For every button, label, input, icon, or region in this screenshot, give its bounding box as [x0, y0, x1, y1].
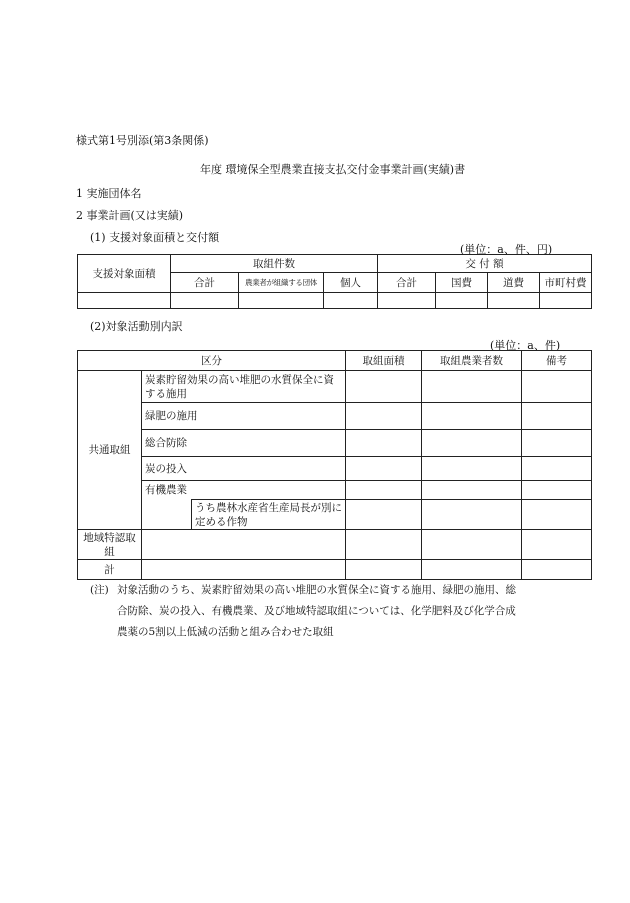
cell-green-manure-remarks[interactable]: [522, 403, 592, 430]
header-grant-national: 国費: [436, 273, 488, 293]
header-area: 取組面積: [346, 351, 422, 371]
note-prefix: (注): [90, 584, 109, 596]
cell-integrated-farmers[interactable]: [422, 430, 522, 457]
cell-total-detail[interactable]: [142, 560, 346, 580]
cell-grant-total[interactable]: [378, 293, 436, 309]
cell-grant-prefecture[interactable]: [488, 293, 540, 309]
total-label: 計: [78, 560, 142, 580]
cell-integrated-remarks[interactable]: [522, 430, 592, 457]
document-title: 年度 環境保全型農業直接支払交付金事業計画(実績)書: [200, 163, 466, 176]
cell-organic-remarks[interactable]: [522, 481, 592, 500]
unit-label-table1: (単位：a、件、円): [460, 243, 553, 256]
cell-cases-group[interactable]: [239, 293, 324, 309]
cell-compost-remarks[interactable]: [522, 371, 592, 403]
row-charcoal-label: 炭の投入: [142, 457, 346, 481]
cell-organic-sub-area[interactable]: [346, 500, 422, 530]
note-line-2: 合防除、炭の投入、有機農業、及び地域特認取組については、化学肥料及び化学合成: [117, 605, 516, 617]
header-grant-total: 合計: [378, 273, 436, 293]
section-business-plan: 2 事業計画(又は実績): [76, 209, 184, 222]
cell-organic-sub-farmers[interactable]: [422, 500, 522, 530]
cell-total-remarks[interactable]: [522, 560, 592, 580]
form-label: 様式第1号別添(第3条関係): [76, 134, 209, 147]
cell-compost-farmers[interactable]: [422, 371, 522, 403]
header-cases: 取組件数: [171, 255, 378, 273]
organic-indent-spacer: [142, 500, 192, 530]
cell-grant-national[interactable]: [436, 293, 488, 309]
cell-cases-total[interactable]: [171, 293, 239, 309]
cell-organic-farmers[interactable]: [422, 481, 522, 500]
cell-green-manure-area[interactable]: [346, 403, 422, 430]
cell-organic-sub-remarks[interactable]: [522, 500, 592, 530]
cell-regional-area[interactable]: [346, 530, 422, 560]
row-green-manure-label: 緑肥の施用: [142, 403, 346, 430]
subsection-area-and-grant: (1) 支援対象面積と交付額: [90, 231, 220, 244]
cell-charcoal-remarks[interactable]: [522, 457, 592, 481]
header-remarks: 備考: [522, 351, 592, 371]
header-support-area: 支援対象面積: [78, 255, 171, 293]
cell-total-area[interactable]: [346, 560, 422, 580]
cell-compost-area[interactable]: [346, 371, 422, 403]
cell-green-manure-farmers[interactable]: [422, 403, 522, 430]
header-farmers: 取組農業者数: [422, 351, 522, 371]
note-line-1: 対象活動のうち、炭素貯留効果の高い堆肥の水質保全に資する施用、緑肥の施用、総: [117, 584, 516, 596]
header-cases-individual: 個人: [324, 273, 378, 293]
cell-charcoal-area[interactable]: [346, 457, 422, 481]
regional-initiatives-label: 地域特認取組: [78, 530, 142, 560]
activity-breakdown-table: [77, 350, 592, 580]
cell-charcoal-farmers[interactable]: [422, 457, 522, 481]
row-organic-sub-label: うち農林水産省生産局長が別に定める作物: [192, 500, 346, 530]
cell-regional-farmers[interactable]: [422, 530, 522, 560]
section-implementing-group: 1 実施団体名: [76, 187, 142, 200]
unit-label-table2: (単位：a、件): [490, 339, 561, 352]
cell-regional-detail[interactable]: [142, 530, 346, 560]
header-grant-prefecture: 道費: [488, 273, 540, 293]
row-integrated-pest-label: 総合防除: [142, 430, 346, 457]
cell-organic-area[interactable]: [346, 481, 422, 500]
header-cases-group: 農業者が組織する団体: [239, 273, 324, 293]
cell-grant-municipal[interactable]: [540, 293, 592, 309]
header-category: 区分: [78, 351, 346, 371]
support-area-grant-table: [77, 254, 592, 309]
cell-regional-remarks[interactable]: [522, 530, 592, 560]
header-grant-municipal: 市町村費: [540, 273, 592, 293]
cell-support-area[interactable]: [78, 293, 171, 309]
cell-cases-individual[interactable]: [324, 293, 378, 309]
common-initiatives-label: 共通取組: [78, 371, 142, 530]
cell-integrated-area[interactable]: [346, 430, 422, 457]
cell-total-farmers[interactable]: [422, 560, 522, 580]
row-organic-label: 有機農業: [142, 481, 346, 500]
header-grant-amount: 交 付 額: [378, 255, 592, 273]
row-compost-label: 炭素貯留効果の高い堆肥の水質保全に資する施用: [142, 371, 346, 403]
note-line-3: 農薬の5割以上低減の活動と組み合わせた取組: [117, 626, 334, 638]
header-cases-total: 合計: [171, 273, 239, 293]
subsection-activity-breakdown: (2)対象活動別内訳: [90, 320, 183, 333]
